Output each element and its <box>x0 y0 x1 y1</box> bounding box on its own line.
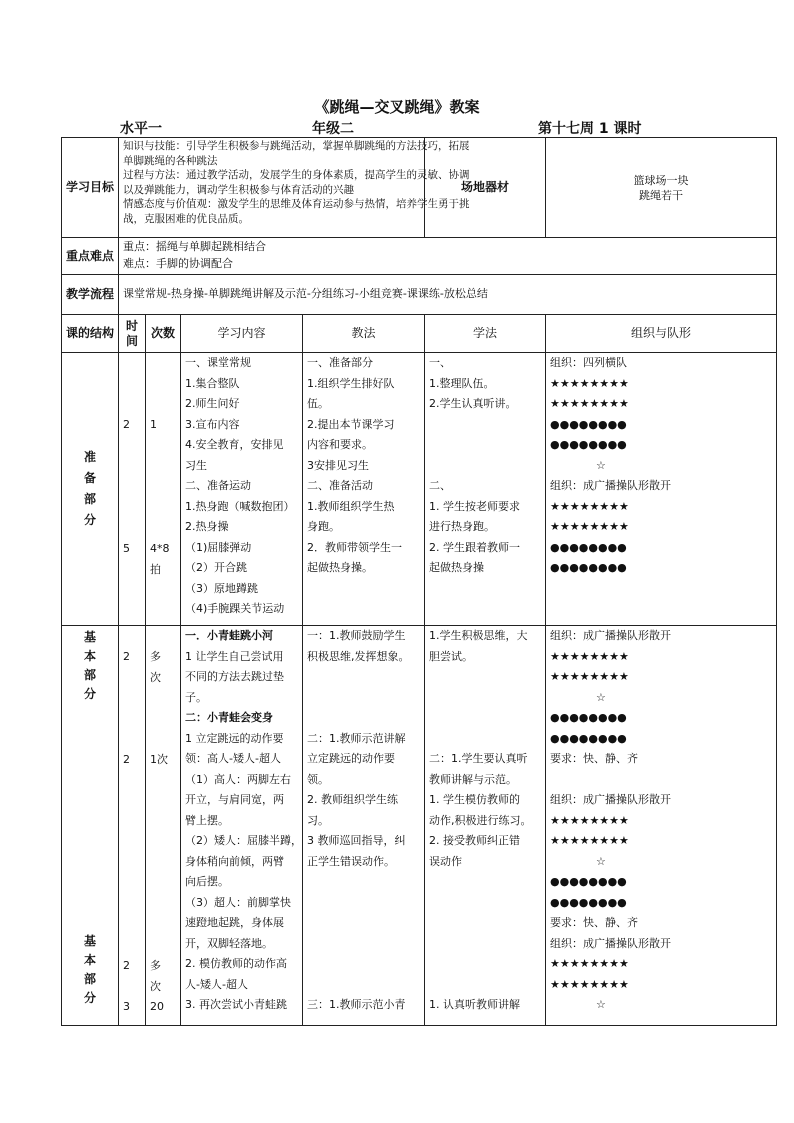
prep-teaching-line: 1.教师组织学生热 <box>307 499 395 513</box>
prep-teaching-line: 身跑。 <box>307 520 340 533</box>
formation-dots: ●●●●●●●● <box>550 895 627 909</box>
column-header-row <box>62 315 777 353</box>
basic-content-line: 速蹬地起跳，身体展 <box>185 916 284 929</box>
prep-count <box>146 353 181 626</box>
basic-content-line: 向后摆。 <box>185 875 229 888</box>
basic-count-3: 多次 <box>150 959 161 993</box>
formation-dots: ●●●●●●●● <box>550 540 627 554</box>
basic-content-line: （2）矮人：屈膝半蹲， <box>185 834 302 847</box>
prep-org-line: 组织：四列横队 <box>550 356 627 369</box>
objective-line: 过程与方法：通过教学活动，发展学生的身体素质，提高学生的灵敏、协调 <box>123 169 470 181</box>
basic-content-line: 身体稍向前倾，两臂 <box>185 854 284 868</box>
basic-row <box>62 626 777 1026</box>
basic-content-line: 开，双脚轻落地。 <box>185 936 273 950</box>
formation-dots: ●●●●●●●● <box>550 438 627 451</box>
col-time: 时间 <box>119 315 146 353</box>
formation-stars: ★★★★★★★★ <box>550 649 629 663</box>
formation-stars: ★★★★★★★★ <box>550 977 629 991</box>
basic-content-line: 1 立定跳远的动作要 <box>185 731 284 745</box>
venue-line: 篮球场一块 <box>633 173 689 187</box>
formation-dots: ●●●●●●●● <box>550 711 627 724</box>
prep-time <box>119 353 146 626</box>
prep-content-line: 2.热身操 <box>185 520 229 533</box>
basic-learning-line: 1. 学生模仿教师的 <box>429 793 520 806</box>
venue-line: 跳绳若干 <box>639 188 683 202</box>
prep-content <box>181 353 303 626</box>
formation-dots: ●●●●●●●● <box>550 561 627 574</box>
prep-content-line: 二、准备运动 <box>185 479 251 492</box>
prep-teaching-line: 3安排见习生 <box>307 458 369 472</box>
basic-teaching-line: 正学生错误动作。 <box>307 854 395 868</box>
basic-count-1: 多次 <box>150 650 161 684</box>
prep-learning-line: 一、 <box>429 356 451 369</box>
col-teaching: 教法 <box>303 315 425 353</box>
basic-teaching-line: 积极思维,发挥想象。 <box>307 649 410 663</box>
formation-stars: ★★★★★★★★ <box>550 670 629 683</box>
focus-line: 难点：手脚的协调配合 <box>123 257 233 270</box>
prep-content-line: 3.宣布内容 <box>185 417 240 431</box>
focus-row <box>62 238 777 275</box>
prep-learning-line: 2.学生认真听讲。 <box>429 397 517 410</box>
basic-content <box>181 626 303 1026</box>
basic-teaching-line: 3 教师巡回指导，纠 <box>307 834 406 847</box>
focus-line: 重点：摇绳与单脚起跳相结合 <box>123 240 266 253</box>
formation-stars: ★★★★★★★★ <box>550 813 629 827</box>
basic-time <box>119 626 146 1026</box>
basic-org-line: 组织：成广播操队形散开 <box>550 936 671 950</box>
prep-learning <box>425 353 546 626</box>
basic-learning-line: 二：1.学生要认真听 <box>429 752 528 765</box>
flow-label: 教学流程 <box>62 275 119 315</box>
page-title: 《跳绳—交叉跳绳》教案 <box>314 98 480 116</box>
basic-content-line: 子。 <box>185 690 207 704</box>
teacher-star: ☆ <box>596 998 606 1011</box>
basic-content-line: （3）超人：前脚掌快 <box>185 895 291 909</box>
objective-line: 单脚跳绳的各种跳法 <box>123 154 218 167</box>
basic-time-3: 2 <box>123 959 130 972</box>
prep-teaching <box>303 353 425 626</box>
formation-stars: ★★★★★★★★ <box>550 376 629 390</box>
col-structure: 课的结构 <box>62 315 119 353</box>
basic-content-line: 人-矮人-超人 <box>185 977 248 991</box>
formation-dots: ●●●●●●●● <box>550 417 627 431</box>
col-count: 次数 <box>146 315 181 353</box>
week-label: 第十七周 1 课时 <box>538 121 642 137</box>
formation-stars: ★★★★★★★★ <box>550 520 629 533</box>
objectives-label: 学习目标 <box>62 138 119 238</box>
prep-time-2: 5 <box>123 542 130 555</box>
prep-org <box>546 353 777 626</box>
basic-time-1: 2 <box>123 650 130 663</box>
basic-teaching <box>303 626 425 1026</box>
basic-teaching-line: 三：1.教师示范小青 <box>307 998 406 1011</box>
basic-org <box>546 626 777 1026</box>
prep-time-1: 2 <box>123 418 130 431</box>
focus-text <box>119 238 777 275</box>
basic-org-line: 组织：成广播操队形散开 <box>550 793 671 806</box>
level-label: 水平一 <box>120 121 162 137</box>
basic-learning-line: 2. 接受教师纠正错 <box>429 834 520 847</box>
basic-teaching-line: 习。 <box>307 813 329 827</box>
objective-line: 情感态度与价值观：激发学生的思维及体育运动参与热情，培养学生勇于挑 <box>123 198 470 210</box>
objectives-row <box>62 138 777 238</box>
basic-content-line: 不同的方法去跳过垫 <box>185 670 284 683</box>
basic-teaching-line: 领。 <box>307 772 329 786</box>
col-learning: 学法 <box>425 315 546 353</box>
basic-time-2: 2 <box>123 753 130 766</box>
flow-row <box>62 275 777 315</box>
prep-org-line: 组织：成广播操队形散开 <box>550 479 671 492</box>
prep-learning-line: 起做热身操 <box>429 561 484 574</box>
basic-count-4: 20 <box>150 1000 164 1013</box>
teacher-star: ☆ <box>596 854 606 868</box>
prep-teaching-line: 二、准备活动 <box>307 479 373 492</box>
venue-label: 场地器材 <box>425 138 546 238</box>
objectives-text <box>119 138 470 238</box>
basic-learning <box>425 626 546 1026</box>
prep-content-line: （1)屈膝弹动 <box>185 540 252 554</box>
prep-teaching-line: 伍。 <box>307 397 329 410</box>
prep-teaching-line: 一、准备部分 <box>307 356 373 369</box>
focus-label: 重点难点 <box>62 238 119 275</box>
basic-count-2: 1次 <box>150 753 168 766</box>
prep-learning-line: 1. 学生按老师要求 <box>429 499 520 513</box>
basic-label-2: 基 本 部 分 <box>83 934 96 1005</box>
col-org: 组织与队形 <box>546 315 777 353</box>
prep-content-line: 4.安全教育，安排见 <box>185 438 284 451</box>
venue-text <box>546 138 777 238</box>
formation-dots: ●●●●●●●● <box>550 875 627 888</box>
basic-learning-line: 胆尝试。 <box>429 649 473 663</box>
basic-content-line: 3. 再次尝试小青蛙跳 <box>185 998 287 1011</box>
formation-stars: ★★★★★★★★ <box>550 957 629 970</box>
basic-learning-line: 教师讲解与示范。 <box>429 772 517 786</box>
prep-content-line: 1.热身跑（喊数抱团） <box>185 499 295 513</box>
basic-org-line: 要求：快、静、齐 <box>550 752 638 765</box>
basic-content-line: 2. 模仿教师的动作高 <box>185 957 287 970</box>
basic-org-line: 组织：成广播操队形散开 <box>550 629 671 642</box>
prep-teaching-line: 1.组织学生排好队 <box>307 376 395 390</box>
prep-learning-line: 进行热身跑。 <box>429 520 495 533</box>
basic-org-line: 要求：快、静、齐 <box>550 916 638 929</box>
prep-count-2: 4*8拍 <box>150 542 170 576</box>
basic-content-line: 一．小青蛙跳小河 <box>185 629 273 642</box>
prep-learning-line: 二、 <box>429 479 451 492</box>
basic-label-1: 基 本 部 分 <box>83 630 96 701</box>
basic-content-line: 1 让学生自己尝试用 <box>185 649 284 663</box>
prep-content-line: （2）开合跳 <box>185 561 247 574</box>
col-content: 学习内容 <box>181 315 303 353</box>
prep-content-line: （3）原地蹲跳 <box>185 581 258 595</box>
prep-content-line: 2.师生问好 <box>185 397 240 410</box>
basic-content-line: 领：高人-矮人-超人 <box>185 752 281 765</box>
prep-content-line: （4)手腕踝关节运动 <box>185 602 285 615</box>
lesson-plan-table <box>61 137 777 1026</box>
basic-content-line: （1）高人：两脚左右 <box>185 772 291 786</box>
prep-teaching-line: 起做热身操。 <box>307 561 373 574</box>
basic-time-4: 3 <box>123 1000 130 1013</box>
prep-content-line: 一、课堂常规 <box>185 356 251 369</box>
prep-teaching-line: 2.提出本节课学习 <box>307 417 395 431</box>
objective-line: 战，克服困难的优良品质。 <box>123 212 249 225</box>
prep-row <box>62 353 777 626</box>
basic-teaching-line: 二：1.教师示范讲解 <box>307 731 406 745</box>
prep-label: 准 备 部 分 <box>62 353 119 626</box>
teacher-star: ☆ <box>596 458 606 472</box>
formation-dots: ●●●●●●●● <box>550 731 627 745</box>
teacher-star: ☆ <box>596 690 606 704</box>
objective-line: 以及弹跳能力，调动学生积极参与体育活动的兴趣 <box>123 183 354 196</box>
formation-stars: ★★★★★★★★ <box>550 834 629 847</box>
prep-count-1: 1 <box>150 418 157 431</box>
basic-content-line: 二：小青蛙会变身 <box>185 711 273 724</box>
prep-content-line: 1.集合整队 <box>185 376 240 390</box>
prep-learning-line: 1.整理队伍。 <box>429 376 495 390</box>
basic-teaching-line: 立定跳远的动作要 <box>307 752 395 765</box>
basic-content-line: 臂上摆。 <box>185 813 229 827</box>
formation-stars: ★★★★★★★★ <box>550 397 629 410</box>
basic-learning-line: 1. 认真听教师讲解 <box>429 998 520 1011</box>
prep-learning-line: 2. 学生跟着教师一 <box>429 540 520 554</box>
basic-learning-line: 1.学生积极思维，大 <box>429 629 528 642</box>
basic-teaching-line: 一：1.教师鼓励学生 <box>307 629 406 642</box>
basic-count <box>146 626 181 1026</box>
basic-teaching-line: 2. 教师组织学生练 <box>307 793 398 806</box>
basic-content-line: 开立，与肩同宽，两 <box>185 793 284 806</box>
basic-learning-line: 动作,积极进行练习。 <box>429 813 532 827</box>
objective-line: 知识与技能：引导学生积极参与跳绳活动，掌握单脚跳绳的方法技巧，拓展 <box>123 140 470 152</box>
basic-learning-line: 误动作 <box>429 854 462 868</box>
basic-label-cell <box>62 626 119 1026</box>
prep-content-line: 习生 <box>185 458 207 472</box>
flow-text: 课堂常规-热身操-单脚跳绳讲解及示范-分组练习-小组竞赛-课课练-放松总结 <box>119 275 777 315</box>
formation-stars: ★★★★★★★★ <box>550 499 629 513</box>
prep-teaching-line: 2．教师带领学生一 <box>307 540 402 554</box>
grade-label: 年级二 <box>312 121 354 137</box>
prep-teaching-line: 内容和要求。 <box>307 438 373 451</box>
